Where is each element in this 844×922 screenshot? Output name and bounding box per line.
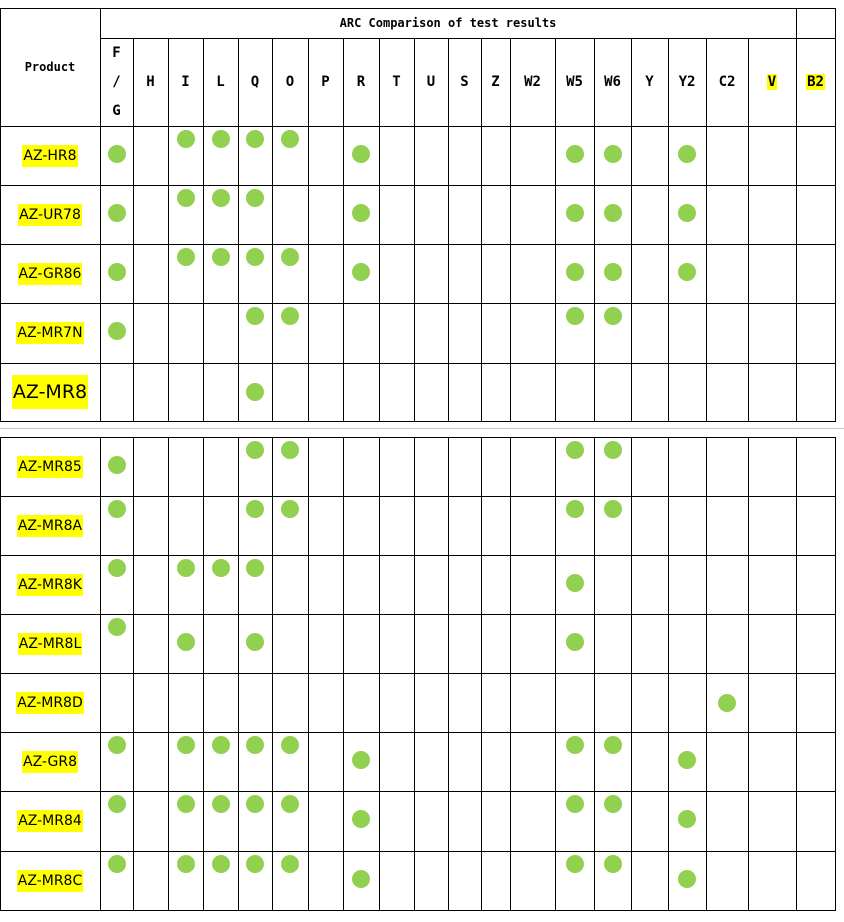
result-dot [604, 500, 622, 518]
column-header-label: H [146, 74, 155, 90]
result-dot [212, 189, 230, 207]
grid-line [835, 8, 836, 422]
result-dot [108, 500, 126, 518]
grid-line [100, 38, 836, 39]
column-header [594, 38, 631, 126]
grid-line [308, 38, 309, 422]
grid-line [668, 38, 669, 422]
result-dot [246, 130, 264, 148]
result-dot [281, 130, 299, 148]
grid-line [238, 38, 239, 422]
result-dot [177, 795, 195, 813]
table-row [0, 185, 100, 244]
result-dot [177, 130, 195, 148]
grid-line [631, 38, 632, 422]
grid-line [100, 8, 101, 422]
grid-line [0, 185, 836, 186]
product-name: AZ-MR85 [17, 456, 83, 478]
column-header-label: I [181, 74, 190, 90]
product-name: AZ-HR8 [22, 145, 77, 167]
grid-line [133, 38, 134, 422]
grid-line [379, 437, 380, 911]
grid-line [343, 38, 344, 422]
grid-line [0, 244, 836, 245]
column-header [481, 38, 510, 126]
column-header-label: P [321, 74, 330, 90]
result-dot [566, 500, 584, 518]
grid-line [0, 851, 836, 852]
product-name: AZ-MR8D [16, 692, 83, 714]
result-dot [281, 855, 299, 873]
product-name: AZ-UR78 [18, 204, 82, 226]
result-dot [566, 145, 584, 163]
column-header [414, 38, 448, 126]
grid-line [555, 38, 556, 422]
column-header-label: U [426, 74, 436, 90]
column-header [706, 38, 748, 126]
result-dot [604, 145, 622, 163]
result-dot [566, 574, 584, 592]
result-dot [604, 307, 622, 325]
grid-line [594, 38, 595, 422]
grid-line [0, 614, 836, 615]
grid-line [748, 437, 749, 911]
table-row [0, 126, 100, 185]
table-row [0, 244, 100, 303]
column-header [379, 38, 414, 126]
column-header-label: W5 [566, 74, 583, 90]
grid-line [343, 437, 344, 911]
grid-line [272, 38, 273, 422]
result-dot [108, 736, 126, 754]
grid-line [414, 437, 415, 911]
result-dot [678, 145, 696, 163]
grid-line [555, 437, 556, 911]
product-name: AZ-GR8 [22, 751, 78, 773]
result-dot [177, 855, 195, 873]
result-dot [246, 559, 264, 577]
product-name: AZ-MR8 [12, 375, 88, 409]
grid-line [0, 496, 836, 497]
result-dot [246, 736, 264, 754]
result-dot [604, 736, 622, 754]
result-dot [177, 559, 195, 577]
product-name: AZ-MR8K [17, 574, 83, 596]
grid-line [510, 437, 511, 911]
column-header-label: S [460, 74, 469, 90]
column-header [668, 38, 706, 126]
column-header [748, 38, 796, 126]
result-dot [604, 263, 622, 281]
result-dot [108, 456, 126, 474]
column-header [272, 38, 308, 126]
result-dot [718, 694, 736, 712]
grid-line [0, 437, 1, 911]
column-header-label: O [285, 74, 295, 90]
table-title: ARC Comparison of test results [339, 16, 557, 30]
result-dot [281, 441, 299, 459]
grid-line [100, 437, 101, 911]
result-dot [352, 751, 370, 769]
column-header-label: T [392, 74, 401, 90]
grid-line [379, 38, 380, 422]
grid-line [481, 38, 482, 422]
table-row [0, 673, 100, 732]
result-dot [678, 263, 696, 281]
table-row [0, 496, 100, 555]
column-header [796, 38, 835, 126]
column-header-label: W2 [524, 74, 541, 90]
grid-line [203, 38, 204, 422]
grid-line [203, 437, 204, 911]
column-header [133, 38, 168, 126]
result-dot [108, 322, 126, 340]
result-dot [352, 145, 370, 163]
result-dot [566, 795, 584, 813]
result-dot [604, 441, 622, 459]
grid-line [168, 38, 169, 422]
result-dot [212, 559, 230, 577]
result-dot [212, 248, 230, 266]
column-header [631, 38, 668, 126]
grid-line [272, 437, 273, 911]
product-name: AZ-MR8L [18, 633, 83, 655]
result-dot [352, 870, 370, 888]
result-dot [212, 736, 230, 754]
grid-line [0, 910, 836, 911]
result-dot [566, 204, 584, 222]
column-header-char: / [112, 73, 121, 90]
result-dot [566, 307, 584, 325]
result-dot [678, 810, 696, 828]
grid-line [168, 437, 169, 911]
result-dot [177, 189, 195, 207]
result-dot [352, 204, 370, 222]
result-dot [678, 751, 696, 769]
table-row [0, 614, 100, 673]
grid-line [0, 421, 836, 422]
grid-line [796, 437, 797, 911]
result-dot [108, 145, 126, 163]
result-dot [246, 189, 264, 207]
result-dot [678, 204, 696, 222]
column-header [100, 38, 133, 126]
grid-line [0, 303, 836, 304]
grid-line [481, 437, 482, 911]
result-dot [604, 204, 622, 222]
grid-line [796, 38, 797, 422]
result-dot [604, 855, 622, 873]
table-row [0, 732, 100, 791]
grid-line [238, 437, 239, 911]
column-header-label: Y2 [678, 74, 696, 90]
grid-line [0, 555, 836, 556]
table-row [0, 437, 100, 496]
column-header-label: Q [250, 74, 260, 90]
result-dot [108, 618, 126, 636]
result-dot [108, 795, 126, 813]
grid-line [594, 437, 595, 911]
result-dot [566, 855, 584, 873]
result-dot [281, 248, 299, 266]
result-dot [212, 130, 230, 148]
column-header [555, 38, 594, 126]
grid-line [308, 437, 309, 911]
column-header-char: G [112, 102, 121, 119]
column-header-label: V [767, 74, 777, 90]
grid-line [0, 732, 836, 733]
result-dot [246, 248, 264, 266]
result-dot [281, 736, 299, 754]
table-row [0, 851, 100, 910]
grid-line [0, 126, 836, 127]
grid-line [0, 673, 836, 674]
column-header-label: Y [645, 74, 654, 90]
column-header [203, 38, 238, 126]
column-header-label: B2 [807, 74, 824, 90]
result-dot [566, 633, 584, 651]
result-dot [246, 500, 264, 518]
grid-line [668, 437, 669, 911]
result-dot [678, 870, 696, 888]
result-dot [177, 248, 195, 266]
grid-line [448, 437, 449, 911]
result-dot [108, 204, 126, 222]
result-dot [352, 263, 370, 281]
grid-line [510, 38, 511, 422]
result-dot [108, 559, 126, 577]
column-header [510, 38, 555, 126]
result-dot [246, 441, 264, 459]
column-header [308, 38, 343, 126]
result-dot [246, 633, 264, 651]
column-header [168, 38, 203, 126]
grid-line [0, 126, 1, 422]
table-row [0, 303, 100, 363]
table-row [0, 791, 100, 851]
result-dot [246, 855, 264, 873]
column-header-label: C2 [718, 74, 736, 90]
grid-line [748, 38, 749, 422]
result-dot [352, 810, 370, 828]
result-dot [246, 795, 264, 813]
result-dot [212, 795, 230, 813]
column-header-label: R [356, 74, 366, 90]
column-header [343, 38, 379, 126]
product-name: AZ-MR84 [17, 810, 83, 832]
grid-line [706, 437, 707, 911]
grid-line [0, 791, 836, 792]
product-name: AZ-GR86 [18, 263, 83, 285]
grid-line [414, 38, 415, 422]
grid-line [133, 437, 134, 911]
result-dot [177, 633, 195, 651]
column-header-label: L [216, 74, 225, 90]
column-header-label: W6 [604, 74, 621, 90]
grid-line [706, 38, 707, 422]
result-dot [281, 500, 299, 518]
result-dot [281, 307, 299, 325]
column-header [448, 38, 481, 126]
table-row [0, 555, 100, 614]
grid-line [0, 363, 836, 364]
result-dot [108, 855, 126, 873]
result-dot [281, 795, 299, 813]
column-header-char: F [112, 44, 121, 61]
column-header [238, 38, 272, 126]
grid-line [796, 8, 797, 39]
grid-line [0, 437, 836, 438]
product-name: AZ-MR8C [17, 870, 83, 892]
table-row [0, 363, 100, 421]
result-dot [566, 736, 584, 754]
product-name: AZ-MR7N [16, 322, 83, 344]
column-header-label: Z [491, 74, 500, 90]
result-dot [212, 855, 230, 873]
result-dot [604, 795, 622, 813]
grid-line [448, 38, 449, 422]
product-name: AZ-MR8A [17, 515, 83, 537]
result-dot [246, 383, 264, 401]
result-dot [566, 441, 584, 459]
result-dot [246, 307, 264, 325]
result-dot [566, 263, 584, 281]
result-dot [177, 736, 195, 754]
page-break-line [0, 428, 844, 429]
grid-line [631, 437, 632, 911]
grid-line [835, 437, 836, 911]
result-dot [108, 263, 126, 281]
grid-line [0, 8, 836, 9]
product-header: Product [24, 60, 76, 74]
